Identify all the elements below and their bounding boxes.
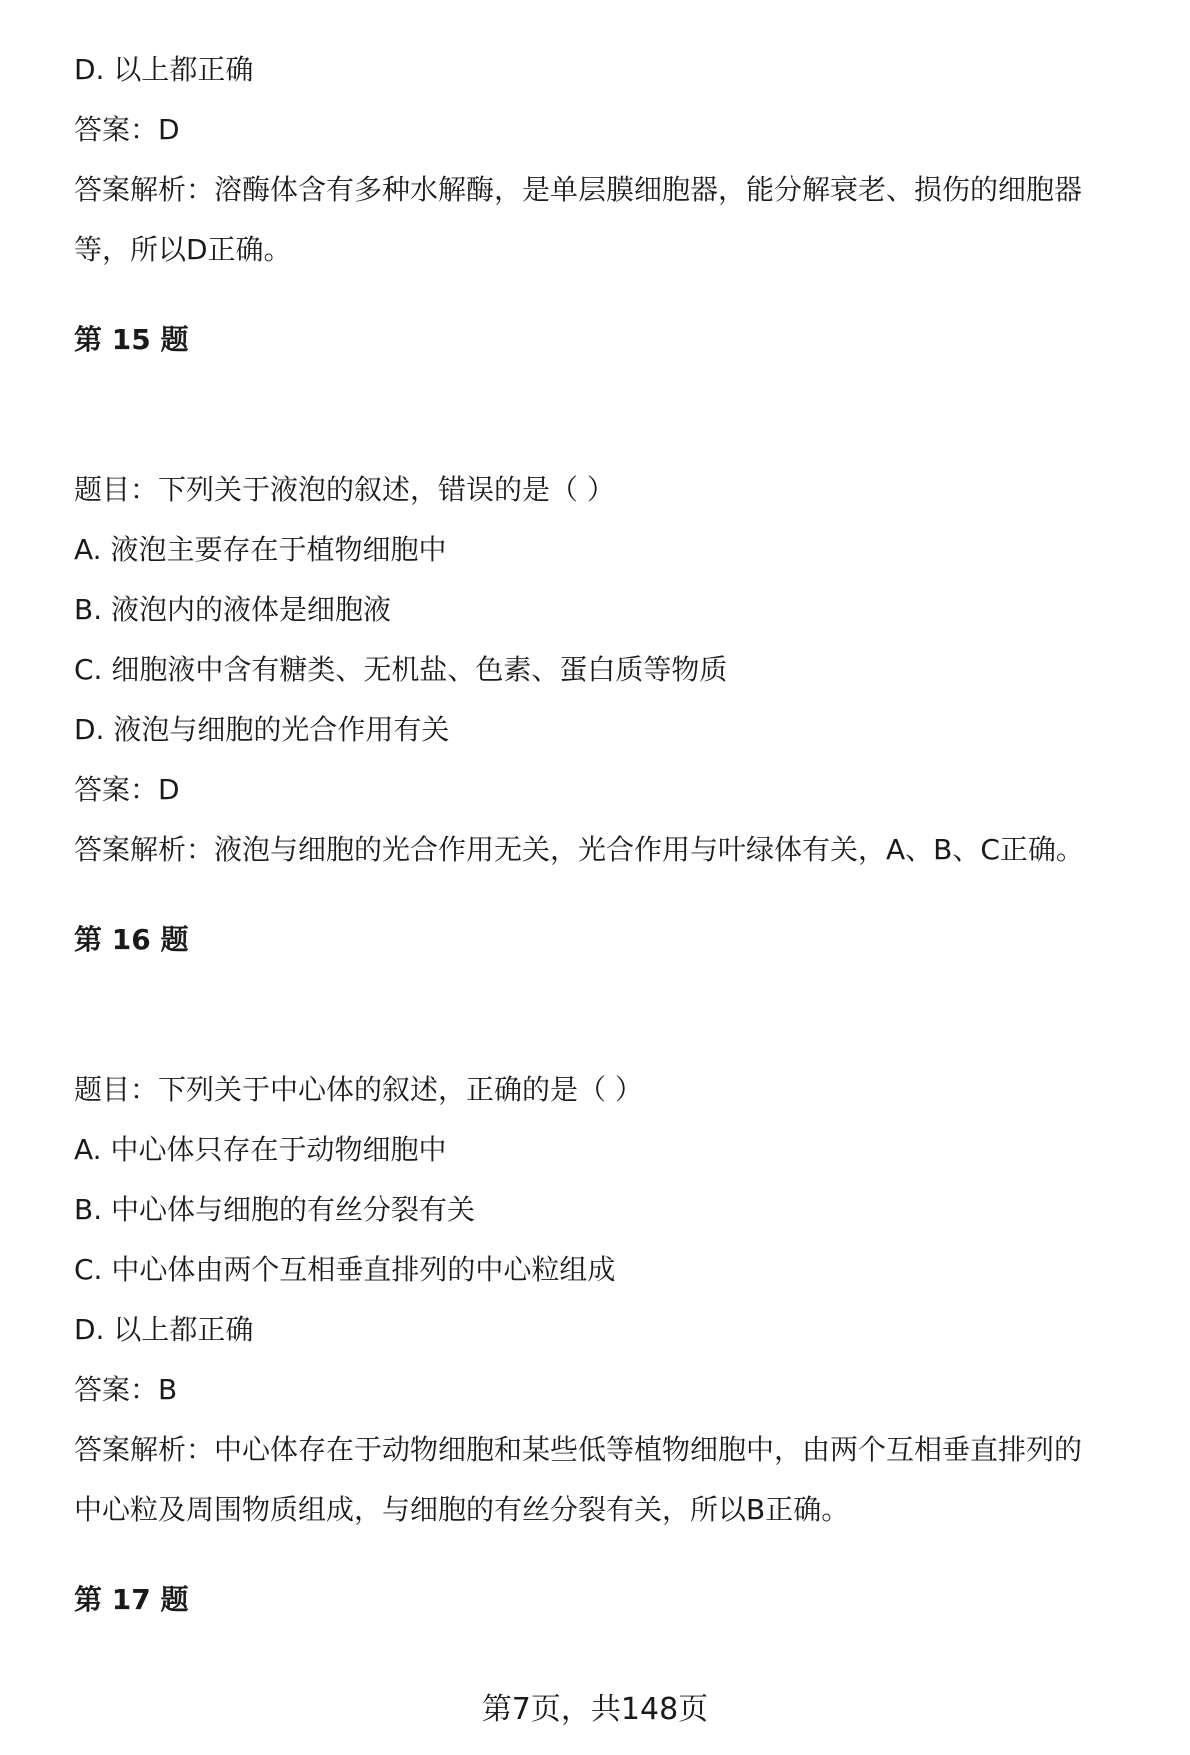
prev-option-d: D. 以上都正确: [74, 53, 254, 86]
question-15-option-b: B. 液泡内的液体是细胞液: [74, 593, 392, 626]
question-16-analysis-line2: 中心粒及周围物质组成，与细胞的有丝分裂有关，所以B正确。: [74, 1493, 850, 1526]
page-number-footer: 第7页，共148页: [481, 1692, 709, 1727]
question-16-heading: 第 16 题: [74, 923, 189, 956]
question-16-answer: 答案：B: [74, 1373, 178, 1406]
question-16-analysis-line1: 答案解析：中心体存在于动物细胞和某些低等植物细胞中，由两个互相垂直排列的: [74, 1433, 1083, 1466]
question-15-option-d: D. 液泡与细胞的光合作用有关: [74, 713, 450, 746]
question-17-heading: 第 17 题: [74, 1583, 189, 1616]
question-16-option-d: D. 以上都正确: [74, 1313, 254, 1346]
prev-analysis-line1: 答案解析：溶酶体含有多种水解酶，是单层膜细胞器，能分解衰老、损伤的细胞器: [74, 173, 1083, 206]
prev-analysis-line2: 等，所以D正确。: [74, 233, 292, 266]
question-15-answer: 答案：D: [74, 773, 180, 806]
question-16-stem: 题目：下列关于中心体的叙述，正确的是（ ）: [74, 1073, 643, 1106]
question-15-option-c: C. 细胞液中含有糖类、无机盐、色素、蛋白质等物质: [74, 653, 728, 686]
question-15-heading: 第 15 题: [74, 323, 189, 356]
question-16-option-c: C. 中心体由两个互相垂直排列的中心粒组成: [74, 1253, 616, 1286]
question-15-stem: 题目：下列关于液泡的叙述，错误的是（ ）: [74, 473, 615, 506]
question-15-option-a: A. 液泡主要存在于植物细胞中: [74, 533, 447, 566]
question-15-analysis: 答案解析：液泡与细胞的光合作用无关，光合作用与叶绿体有关，A、B、C正确。: [74, 833, 1084, 866]
question-16-option-b: B. 中心体与细胞的有丝分裂有关: [74, 1193, 476, 1226]
prev-answer: 答案：D: [74, 113, 180, 146]
question-16-option-a: A. 中心体只存在于动物细胞中: [74, 1133, 447, 1166]
